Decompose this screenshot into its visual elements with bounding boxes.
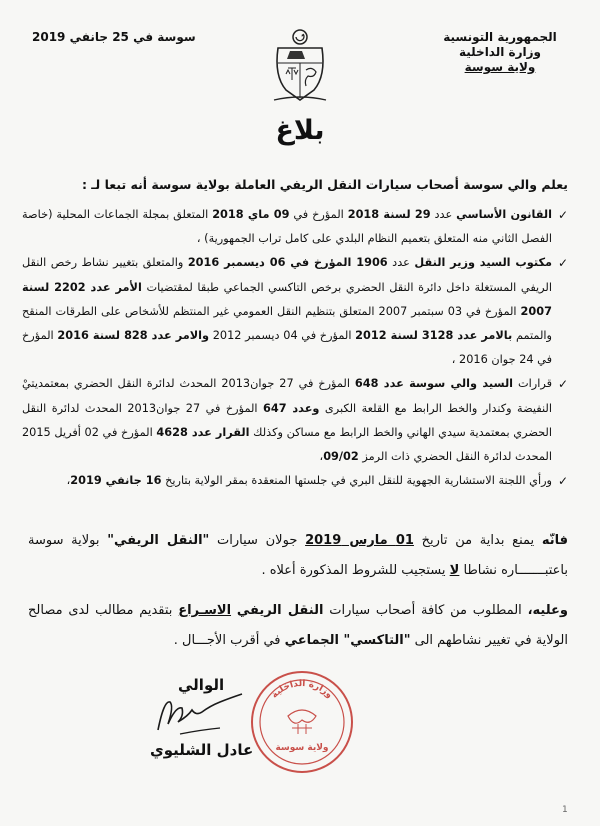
list-item: ✓ مكتوب السيد وزير النقل عدد 1906 المؤرخ في 06 ديسمبر 2016 والمتعلق بتغيير نشاط رخص النقل الريفي المستغلة داخل دائرة النقل الحضري برخص التاكسي الجماعي طبقا لمقتضيات الأمر عدد 2202 لسنة 2007 المؤرخ في 03 سبتمبر 2007 المتعلق بتنظيم النقل العمومي غير المنتظم للأشخاص على الطرقات المنقح والمتمم بالامر عدد 3128 لسنة 2012 المؤرخ في 04 ديسمبر 2012 والامر عدد 828 لسنة 2016 المؤرخ في 24 جوان 2016 ، [22,251,568,372]
republic-name: الجمهورية التونسية [443,30,557,44]
issuer-header [430,30,570,75]
signatory-name: عادل الشليوي [150,741,254,759]
checkmark-icon: ✓ [557,256,568,271]
tunisia-coat-of-arms-icon [272,26,328,104]
signatory-title: الوالي [178,676,225,694]
page-number: 1 [562,805,568,815]
svg-text:وزارة الداخلية [270,679,334,701]
request-paragraph: وعليه، المطلوب من كافة أصحاب سيارات النقل الريفي الاسـراع بتقديم مطالب لدى مصالح الولاية في تغيير نشاطهم الى "التاكسي" الجماعي في أقرب الأجـــال . [28,603,568,648]
legal-references-list [22,203,568,493]
stamp-inner-text: ولاية سوسة [275,743,329,753]
governorate-name: ولاية سوسة [464,60,536,74]
document-title: بلاغ [275,115,325,146]
checkmark-icon: ✓ [557,474,568,489]
intro-line: يعلم والي سوسة أصحاب سيارات النقل الريفي العاملة بولاية سوسة أنه تبعا لـ : [81,177,568,192]
official-round-stamp-icon [248,668,356,776]
decision-paragraph: فانّه يمنع بداية من تاريخ 01 مارس 2019 جولان سيارات "النقل الريفي" بولاية سوسة باعتبـــــــاره نشاطا لا يستجيب للشروط المذكورة أعلاه . [28,533,569,578]
list-item: ✓ قرارات السيد والي سوسة عدد 648 المؤرخ في 27 جوان2013 المحدث لدائرة النقل الحضري بمعتمديتيْ النفيضة وكندار والخط الرابط مع القلعة الكبرى وعدد 647 المؤرخ في 27 جوان2013 المحدث لدائرة النقل الحضري بمعتمدية سيدي الهاني والخط الرابط مع مساكن وكذلك القرار عدد 4628 المؤرخ في 02 أفريل 2015 المحدث لدائرة النقل الحضري ذات الرمز 09/02، [22,372,568,469]
checkmark-icon: ✓ [557,208,568,222]
ministry-name: وزارة الداخلية [458,45,542,59]
handwritten-signature-icon [150,690,250,742]
checkmark-icon: ✓ [557,377,568,392]
list-item: ✓ القانون الأساسي عدد 29 لسنة 2018 المؤرخ في 09 ماي 2018 المتعلق بمجلة الجماعات المحلية (خاصة الفصل الثاني منه المتعلق بتعميم النظام البلدي على كامل تراب الجمهورية) ، [22,203,568,251]
stamp-ring-text: وزارة الداخلية [269,678,335,701]
date-line: سوسة في 25 جانفي 2019 [32,30,196,44]
list-item: ✓ ورأي اللجنة الاستشارية الجهوية للنقل البري في جلستها المنعقدة بمقر الولاية بتاريخ 16 جانفي 2019، [22,469,568,493]
